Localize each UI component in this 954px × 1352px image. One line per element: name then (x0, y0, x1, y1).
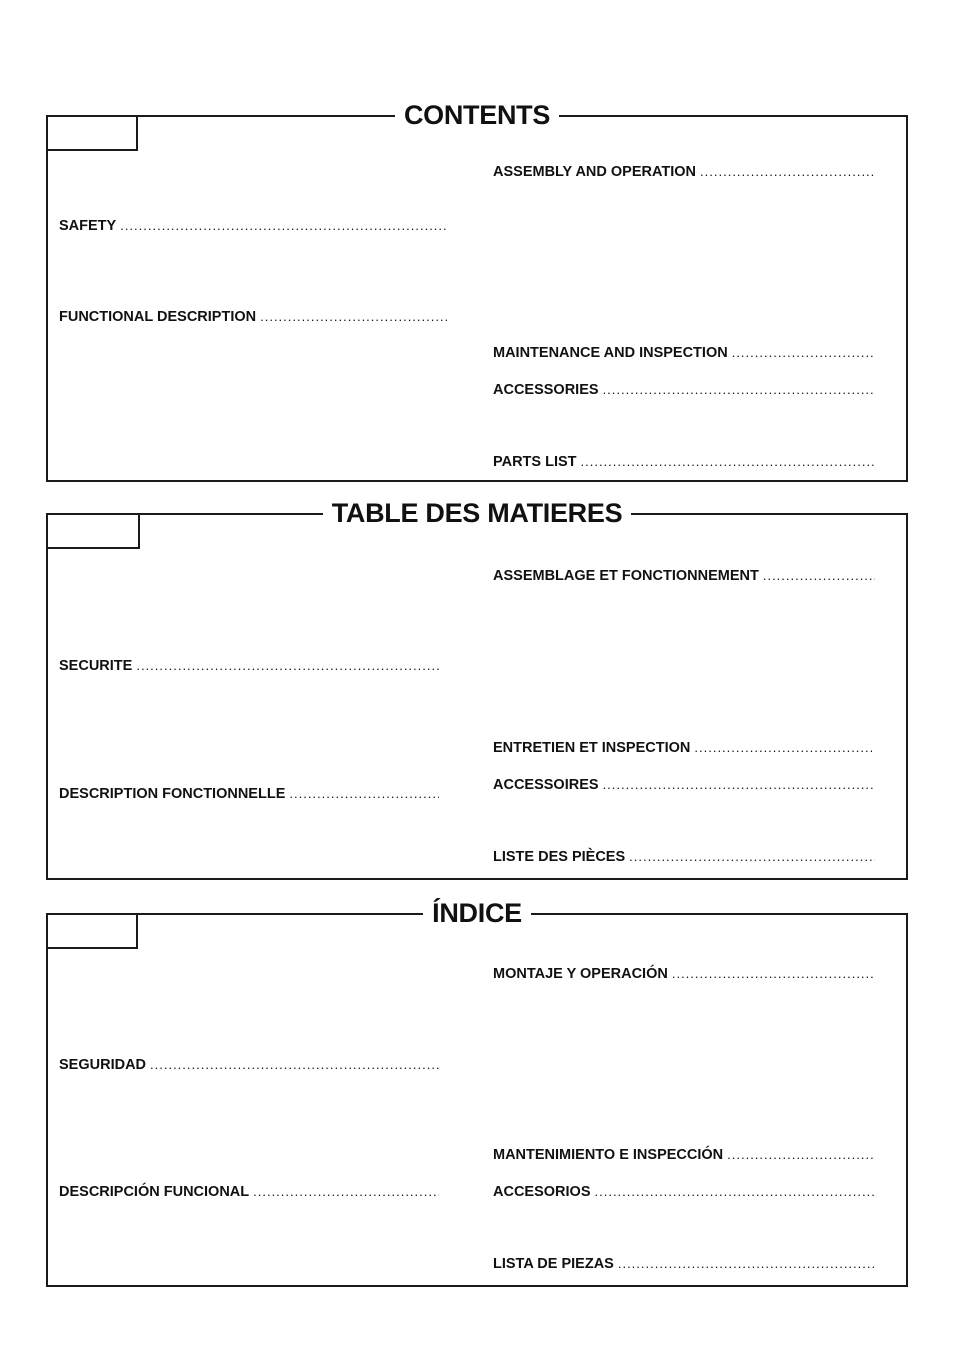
dot-leader (694, 739, 875, 757)
toc-entry-label: PARTS LIST (493, 454, 577, 470)
dot-leader (136, 657, 439, 675)
toc-entry-montaje-y-operacion[interactable] (493, 965, 875, 983)
section-title: ÍNDICE (423, 896, 531, 930)
dot-leader (260, 308, 447, 326)
toc-entry-safety[interactable] (59, 217, 447, 235)
dot-leader (150, 1056, 439, 1074)
toc-entry-label: SECURITE (59, 658, 133, 674)
toc-entry-label: MONTAJE Y OPERACIÓN (493, 966, 668, 982)
dot-leader (581, 453, 875, 471)
toc-entry-assembly-and-operation[interactable] (493, 163, 875, 181)
toc-entry-lista-de-piezas[interactable] (493, 1255, 875, 1273)
section-title: CONTENTS (395, 98, 559, 132)
toc-entry-accessories[interactable] (493, 381, 875, 399)
toc-entry-label: ASSEMBLY AND OPERATION (493, 164, 697, 180)
toc-entry-descripcion-funcional[interactable] (59, 1183, 439, 1201)
dot-leader (700, 163, 875, 181)
toc-entry-label: LISTE DES PIÈCES (493, 849, 626, 865)
toc-entry-label: ACCESSOIRES (493, 777, 599, 793)
toc-entry-label: MAINTENANCE AND INSPECTION (493, 345, 728, 361)
toc-entry-label: ENTRETIEN ET INSPECTION (493, 740, 691, 756)
table-des-matieres-section (46, 498, 908, 880)
corner-tab (46, 513, 140, 549)
toc-entry-functional-description[interactable] (59, 308, 447, 326)
toc-entry-seguridad[interactable] (59, 1056, 439, 1074)
toc-entry-label: ASSEMBLAGE ET FONCTIONNEMENT (493, 568, 759, 584)
toc-entry-parts-list[interactable] (493, 453, 875, 471)
dot-leader (763, 567, 875, 585)
toc-entry-label: FUNCTIONAL DESCRIPTION (59, 309, 257, 325)
dot-leader (120, 217, 447, 235)
toc-entry-assemblage-et-fonctionnement[interactable] (493, 567, 875, 585)
section-title-wrap (48, 896, 906, 930)
toc-entry-label: MANTENIMIENTO E INSPECCIÓN (493, 1147, 724, 1163)
dot-leader (618, 1255, 875, 1273)
dot-leader (603, 381, 875, 399)
toc-entry-maintenance-and-inspection[interactable] (493, 344, 875, 362)
toc-entry-label: LISTA DE PIEZAS (493, 1256, 614, 1272)
toc-entry-label: ACCESSORIES (493, 382, 599, 398)
section-title-wrap (48, 496, 906, 530)
dot-leader (672, 965, 875, 983)
toc-entry-label: DESCRIPTION FONCTIONNELLE (59, 786, 286, 802)
toc-entry-accesorios[interactable] (493, 1183, 875, 1201)
indice-section (46, 898, 908, 1287)
dot-leader (603, 776, 875, 794)
contents-section (46, 100, 908, 482)
section-title: TABLE DES MATIERES (323, 496, 632, 530)
toc-entry-securite[interactable] (59, 657, 439, 675)
section-title-wrap (48, 98, 906, 132)
toc-entry-label: SAFETY (59, 218, 117, 234)
dot-leader (289, 785, 439, 803)
dot-leader (727, 1146, 875, 1164)
corner-tab (46, 913, 138, 949)
dot-leader (732, 344, 875, 362)
toc-entry-label: SEGURIDAD (59, 1057, 147, 1073)
dot-leader (595, 1183, 876, 1201)
toc-entry-label: DESCRIPCIÓN FUNCIONAL (59, 1184, 250, 1200)
toc-entry-liste-des-pieces[interactable] (493, 848, 875, 866)
toc-entry-entretien-et-inspection[interactable] (493, 739, 875, 757)
toc-entry-mantenimiento-e-inspeccion[interactable] (493, 1146, 875, 1164)
corner-tab (46, 115, 138, 151)
toc-entry-label: ACCESORIOS (493, 1184, 591, 1200)
dot-leader (253, 1183, 439, 1201)
dot-leader (629, 848, 875, 866)
toc-entry-description-fonctionnelle[interactable] (59, 785, 439, 803)
toc-entry-accessoires[interactable] (493, 776, 875, 794)
